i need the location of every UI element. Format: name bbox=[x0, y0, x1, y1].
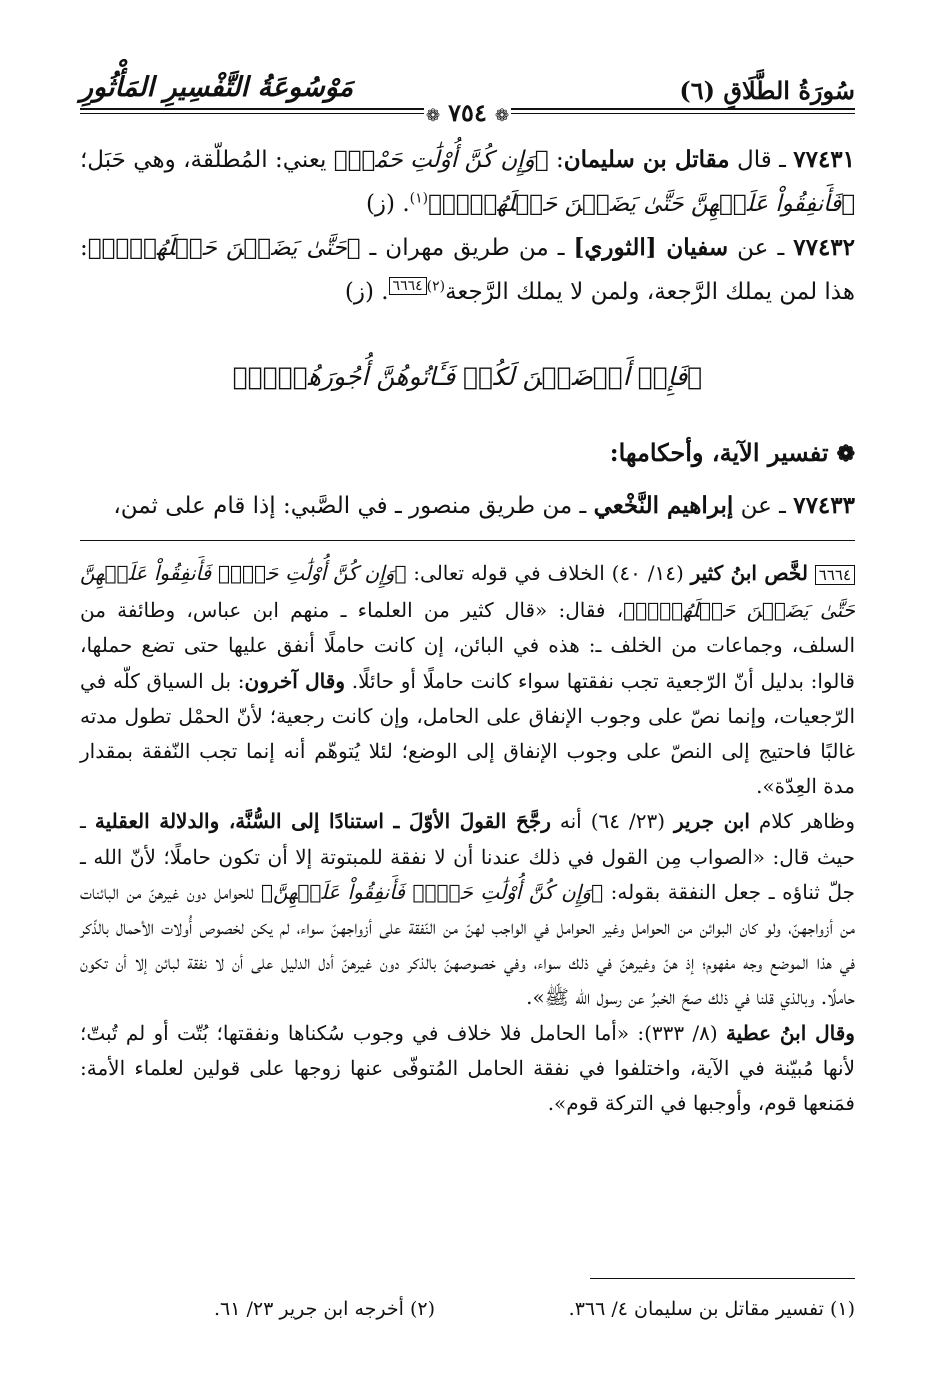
commentary-text: ، فقال: «قال كثير من العلماء ـ منهم ابن عباس، وطائفة من السلف، وجماعات من الخلف ـ: هذه في البائن، إن كانت حاملًا أنفق عليها حتى تضع حملها، قالوا: بدليل أنّ الرّجعية تجب نفقتها سواء كانت حاملًا أو حائلًا. bbox=[80, 598, 855, 693]
commentary-bold: رجَّحَ القولَ الأوّلَ ـ استنادًا إلى السُّنَّة، والدلالة العقلية bbox=[94, 809, 551, 834]
commentary bbox=[80, 556, 855, 1121]
footnote-ref: (٢) bbox=[426, 278, 446, 295]
narration-text: ـ قال bbox=[729, 147, 794, 173]
quran-verse: ﴿وَإِن كُنَّ أُوْلَٰتِ حَمۡلٖ فَأَنفِقُواْ عَلَيۡهِنَّ﴾ bbox=[260, 879, 604, 904]
quran-verse: ﴿حَتَّىٰ يَضَعۡنَ حَمۡلَهُنَّۚ﴾ bbox=[87, 235, 361, 261]
narration-text: يعني: المُطلّقة، وهي حَبَل؛ bbox=[80, 147, 334, 173]
page-number: ٧٥٤ bbox=[442, 98, 493, 127]
narration-number: ٧٧٤٣٣ bbox=[793, 492, 855, 519]
source-tag: . (ز) bbox=[365, 191, 410, 217]
narration-text: : bbox=[548, 147, 564, 173]
commentary-separator bbox=[80, 540, 855, 541]
ornament-left-icon: ❁ bbox=[425, 106, 441, 126]
narrator-name: إبراهيم النَّخْعي bbox=[593, 492, 734, 519]
quran-verse: ﴿وَإِن كُنَّ أُوْلَٰتِ حَمْلٖ﴾ bbox=[333, 147, 549, 173]
narration-text: ـ من طريق مهران ـ bbox=[360, 235, 574, 261]
narration-number: ٧٧٤٣٢ bbox=[793, 234, 856, 261]
commentary-text: (١٤/ ٤٠) الخلاف في قوله تعالى: bbox=[406, 561, 691, 585]
book-title: مَوْسُوعَةُ التَّفْسِيرِ المَأْثُورِ bbox=[80, 72, 354, 103]
narration-text: ـ من طريق منصور ـ في الصَّبي: إذا قام على ثمن، bbox=[113, 493, 594, 519]
commentary-paragraph bbox=[80, 804, 855, 1015]
narration-item bbox=[80, 138, 855, 226]
quran-verse: ﴿وَإِن كُنَّ أُوْلَٰتِ حَمۡلٖ فَأَنفِقُواْ عَلَيۡهِنَّ حَتَّىٰ يَضَعۡنَ حَمۡلَهُنَّۚ﴾ bbox=[80, 561, 856, 623]
ayah-heading: ﴿فَإِنۡ أَرۡضَعۡنَ لَكُمۡ فَـَٔاتُوهُنَّ أُجُورَهُنَّۖ﴾ bbox=[232, 362, 703, 391]
narration-item bbox=[80, 226, 855, 314]
commentary-text: ـ حيث قال: «الصواب مِن القول في ذلك عندنا أن لا نفقة للمبتوتة إلا أن تكون حاملًا؛ لأنّ الله ـ جلّ ثناؤه ـ جعل النفقة بقوله: bbox=[80, 809, 855, 904]
commentary-text: للحوامل دون غيرهنّ من البائنات من أزواجهنّ، ولو كان البوائن من الحوامل وغير الحوامل في الواجب لهنّ من النّفقة على أزواجهنّ سواء، لم يكن لخصوص أُولات الأحمال بالذّكر في هذا الموضع وجه مفهوم؛ إذ هنّ وغيرهنّ في ذلك سواء، وفي خصوصهنّ بالذكر دون غيرهنّ أدل الدليل على أن لا نفقة لبائن إلا أن تكون حاملًا. وبالذي قلنا في ذلك صحّ الخبرُ عن رسول الله ﷺ». bbox=[80, 879, 855, 1010]
narration-item bbox=[80, 484, 855, 528]
scholar-name: ابنُ عطية bbox=[725, 1020, 807, 1045]
commentary-number-box: ٦٦٦٤ bbox=[815, 565, 855, 585]
footnote-ref: (١) bbox=[409, 190, 429, 207]
narration-text: ـ عن bbox=[733, 493, 794, 519]
section-heading-text: تفسير الآية، وأحكامها: bbox=[609, 438, 829, 467]
commentary-paragraph bbox=[80, 556, 855, 804]
narrator-name: سفيان [الثوري] bbox=[573, 234, 729, 261]
narration-text: ـ عن bbox=[728, 235, 794, 261]
quran-verse: ﴿فَأَنفِقُواْ عَلَيۡهِنَّ حَتَّىٰ يَضَعۡنَ حَمۡلَهُنَّۚ﴾ bbox=[428, 191, 855, 217]
footnote-separator bbox=[590, 1278, 855, 1279]
commentary-text: (٨/ ٣٣٣): «أما الحامل فلا خلاف في وجوب سُكناها ونفقتها؛ بُتّت أو لم تُبتّ؛ لأنها مُبيّنة في الآية، واختلفوا في نفقة الحامل المُتوفّى عنها زوجها على قولين لعلماء الأمة: فمَنعها قوم، وأوجبها في التركة قوم». bbox=[80, 1020, 855, 1116]
commentary-paragraph bbox=[80, 1016, 855, 1122]
commentary-bold: وقال bbox=[806, 1020, 855, 1045]
section-heading bbox=[80, 436, 855, 471]
ornament-right-icon: ❁ bbox=[494, 106, 510, 126]
commentary-text: : بل السياق كلّه في الرّجعيات، وإنما نصّ على وجوب الإنفاق على الحامل، وإن كانت رجعية؛ لأنّ الحمْل تطول مدته غالبًا فاحتيج إلى النصّ على وجوب الإنفاق إلى الوضع؛ لئلا يُتوهّم أنه إنما تجب النّفقة بمقدار مدة العِدّة». bbox=[80, 668, 855, 799]
commentary-ref-box: ٦٦٦٤ bbox=[389, 277, 427, 295]
narrator-name: مقاتل بن سليمان bbox=[563, 146, 730, 173]
footnote-2: (٢) أخرجه ابن جرير ٢٣/ ٦١. bbox=[213, 1298, 435, 1320]
narration-text: : هذا لمن يملك الرَّجعة، ولمن لا يملك الرَّجعة bbox=[80, 235, 855, 305]
commentary-text: وظاهر كلام bbox=[749, 809, 855, 834]
page-number-row bbox=[0, 98, 935, 127]
commentary-lead: لخَّص ابنُ كثير bbox=[690, 561, 808, 585]
scholar-name: ابن جرير bbox=[673, 809, 750, 834]
source-tag: . (ز) bbox=[344, 279, 389, 305]
narrations bbox=[80, 138, 855, 314]
narration-number: ٧٧٤٣١ bbox=[793, 146, 856, 173]
footnote-1: (١) تفسير مقاتل بن سليمان ٤/ ٣٦٦. bbox=[568, 1298, 855, 1320]
flower-ornament-icon: ❁ bbox=[836, 441, 855, 467]
surah-title: سُورَةُ الطَّلَاقِ (٦) bbox=[679, 76, 855, 105]
commentary-text: (٢٣/ ٦٤) أنه bbox=[550, 809, 674, 834]
commentary-bold: وقال آخرون bbox=[244, 668, 345, 693]
